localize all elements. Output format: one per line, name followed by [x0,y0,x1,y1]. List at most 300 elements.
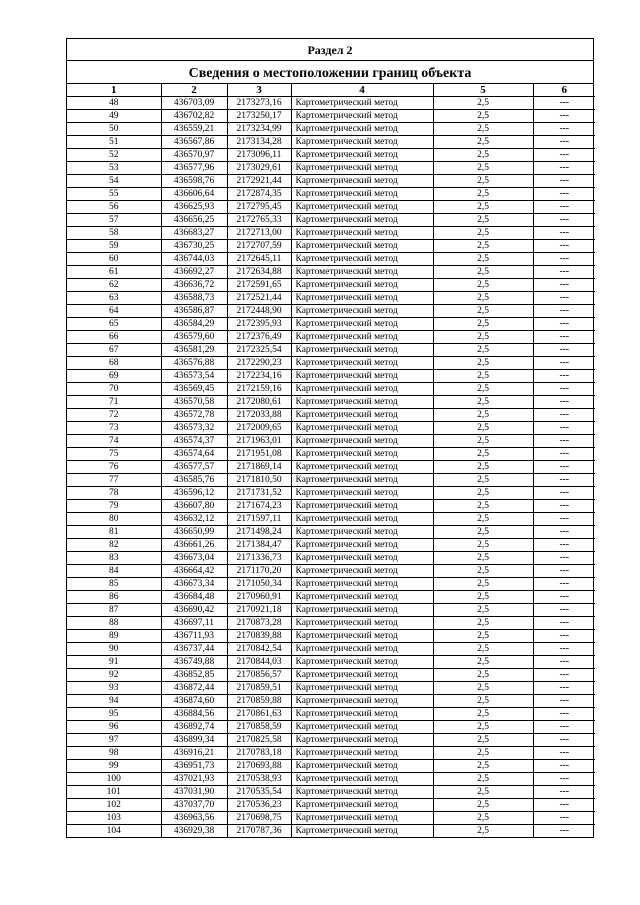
point-number-cell: 66 [67,331,161,344]
method-cell: Картометрический метод [291,734,433,747]
coordinate-x-cell: 436559,21 [161,123,227,136]
coordinate-x-cell: 436576,88 [161,357,227,370]
accuracy-cell: 2,5 [433,253,533,266]
coordinate-y-cell: 2172521,44 [227,292,291,305]
coordinate-y-cell: 2173250,17 [227,110,291,123]
coordinate-y-cell: 2170538,93 [227,773,291,786]
note-cell: --- [533,383,595,396]
accuracy-cell: 2,5 [433,201,533,214]
coordinate-x-cell: 436916,21 [161,747,227,760]
method-cell: Картометрический метод [291,136,433,149]
coordinate-y-cell: 2173273,16 [227,97,291,110]
method-cell: Картометрический метод [291,383,433,396]
table-row [67,162,595,175]
method-cell: Картометрический метод [291,396,433,409]
accuracy-cell: 2,5 [433,175,533,188]
note-cell: --- [533,188,595,201]
note-cell: --- [533,227,595,240]
note-cell: --- [533,604,595,617]
coordinate-y-cell: 2171963,01 [227,435,291,448]
coordinate-x-cell: 436573,54 [161,370,227,383]
accuracy-cell: 2,5 [433,591,533,604]
note-cell: --- [533,513,595,526]
table-row [67,643,595,656]
method-cell: Картометрический метод [291,175,433,188]
column-header: 2 [161,84,227,97]
method-cell: Картометрический метод [291,708,433,721]
note-cell: --- [533,591,595,604]
coordinate-y-cell: 2171050,34 [227,578,291,591]
point-number-cell: 56 [67,201,161,214]
accuracy-cell: 2,5 [433,409,533,422]
method-cell: Картометрический метод [291,162,433,175]
note-cell: --- [533,331,595,344]
method-cell: Картометрический метод [291,305,433,318]
coordinate-x-cell: 436570,97 [161,149,227,162]
note-cell: --- [533,721,595,734]
point-number-cell: 54 [67,175,161,188]
accuracy-cell: 2,5 [433,539,533,552]
accuracy-cell: 2,5 [433,461,533,474]
method-cell: Картометрический метод [291,461,433,474]
table-row [67,604,595,617]
table-row [67,253,595,266]
note-cell: --- [533,760,595,773]
coordinate-y-cell: 2171869,14 [227,461,291,474]
point-number-cell: 98 [67,747,161,760]
table-row [67,344,595,357]
coordinate-x-cell: 436625,93 [161,201,227,214]
table-row [67,487,595,500]
accuracy-cell: 2,5 [433,292,533,305]
accuracy-cell: 2,5 [433,565,533,578]
accuracy-cell: 2,5 [433,422,533,435]
point-number-cell: 77 [67,474,161,487]
column-header-row [67,84,595,97]
coordinate-x-cell: 436567,86 [161,136,227,149]
coordinate-x-cell: 436852,85 [161,669,227,682]
coordinate-x-cell: 436573,32 [161,422,227,435]
accuracy-cell: 2,5 [433,825,533,838]
method-cell: Картометрический метод [291,188,433,201]
table-row [67,799,595,812]
point-number-cell: 100 [67,773,161,786]
accuracy-cell: 2,5 [433,747,533,760]
accuracy-cell: 2,5 [433,578,533,591]
column-header: 5 [433,84,533,97]
coordinate-y-cell: 2170693,88 [227,760,291,773]
coordinate-x-cell: 436874,60 [161,695,227,708]
point-number-cell: 52 [67,149,161,162]
coordinate-y-cell: 2170859,51 [227,682,291,695]
table-row [67,123,595,136]
coordinate-x-cell: 436574,64 [161,448,227,461]
table-row [67,630,595,643]
point-number-cell: 80 [67,513,161,526]
accuracy-cell: 2,5 [433,448,533,461]
coordinate-x-cell: 437037,70 [161,799,227,812]
coordinate-y-cell: 2172376,49 [227,331,291,344]
accuracy-cell: 2,5 [433,643,533,656]
table-row [67,513,595,526]
boundary-coordinates-table [67,84,595,837]
coordinate-y-cell: 2173096,11 [227,149,291,162]
table-body [67,97,595,838]
coordinate-x-cell: 436574,37 [161,435,227,448]
coordinate-x-cell: 436951,73 [161,760,227,773]
method-cell: Картометрический метод [291,656,433,669]
method-cell: Картометрический метод [291,604,433,617]
note-cell: --- [533,812,595,825]
coordinate-x-cell: 436872,44 [161,682,227,695]
coordinate-x-cell: 436650,99 [161,526,227,539]
table-row [67,370,595,383]
column-header: 4 [291,84,433,97]
point-number-cell: 95 [67,708,161,721]
table-row [67,591,595,604]
table-row [67,305,595,318]
table-row [67,318,595,331]
coordinate-x-cell: 436664,42 [161,565,227,578]
method-cell: Картометрический метод [291,812,433,825]
coordinate-x-cell: 436607,80 [161,500,227,513]
table-row [67,396,595,409]
table-row [67,721,595,734]
point-number-cell: 73 [67,422,161,435]
coordinate-y-cell: 2171731,52 [227,487,291,500]
coordinate-y-cell: 2172448,90 [227,305,291,318]
accuracy-cell: 2,5 [433,604,533,617]
accuracy-cell: 2,5 [433,266,533,279]
method-cell: Картометрический метод [291,370,433,383]
coordinate-x-cell: 436577,57 [161,461,227,474]
table-row [67,266,595,279]
coordinate-x-cell: 436569,45 [161,383,227,396]
note-cell: --- [533,305,595,318]
coordinate-y-cell: 2170844,03 [227,656,291,669]
coordinate-x-cell: 437031,90 [161,786,227,799]
accuracy-cell: 2,5 [433,812,533,825]
accuracy-cell: 2,5 [433,513,533,526]
table-row [67,357,595,370]
point-number-cell: 69 [67,370,161,383]
coordinate-y-cell: 2170861,63 [227,708,291,721]
coordinate-x-cell: 436730,25 [161,240,227,253]
point-number-cell: 102 [67,799,161,812]
note-cell: --- [533,318,595,331]
accuracy-cell: 2,5 [433,552,533,565]
point-number-cell: 71 [67,396,161,409]
accuracy-cell: 2,5 [433,669,533,682]
accuracy-cell: 2,5 [433,318,533,331]
coordinate-x-cell: 436737,44 [161,643,227,656]
note-cell: --- [533,136,595,149]
method-cell: Картометрический метод [291,500,433,513]
note-cell: --- [533,474,595,487]
note-cell: --- [533,630,595,643]
coordinate-y-cell: 2172713,00 [227,227,291,240]
point-number-cell: 79 [67,500,161,513]
method-cell: Картометрический метод [291,422,433,435]
table-row [67,435,595,448]
method-cell: Картометрический метод [291,565,433,578]
coordinate-x-cell: 436683,27 [161,227,227,240]
accuracy-cell: 2,5 [433,760,533,773]
method-cell: Картометрический метод [291,578,433,591]
method-cell: Картометрический метод [291,227,433,240]
note-cell: --- [533,448,595,461]
coordinate-y-cell: 2172234,16 [227,370,291,383]
point-number-cell: 75 [67,448,161,461]
accuracy-cell: 2,5 [433,786,533,799]
table-row [67,656,595,669]
note-cell: --- [533,682,595,695]
coordinate-y-cell: 2170783,18 [227,747,291,760]
coordinate-x-cell: 436690,42 [161,604,227,617]
note-cell: --- [533,266,595,279]
accuracy-cell: 2,5 [433,708,533,721]
table-row [67,227,595,240]
method-cell: Картометрический метод [291,110,433,123]
accuracy-cell: 2,5 [433,500,533,513]
method-cell: Картометрический метод [291,331,433,344]
note-cell: --- [533,162,595,175]
accuracy-cell: 2,5 [433,110,533,123]
coordinate-x-cell: 436586,87 [161,305,227,318]
table-row [67,682,595,695]
note-cell: --- [533,149,595,162]
method-cell: Картометрический метод [291,747,433,760]
note-cell: --- [533,97,595,110]
point-number-cell: 49 [67,110,161,123]
table-row [67,110,595,123]
accuracy-cell: 2,5 [433,357,533,370]
point-number-cell: 91 [67,656,161,669]
table-row [67,175,595,188]
method-cell: Картометрический метод [291,487,433,500]
method-cell: Картометрический метод [291,279,433,292]
table-row [67,214,595,227]
coordinate-y-cell: 2173234,99 [227,123,291,136]
table-row [67,500,595,513]
note-cell: --- [533,396,595,409]
method-cell: Картометрический метод [291,721,433,734]
coordinate-y-cell: 2170535,54 [227,786,291,799]
table-row [67,331,595,344]
note-cell: --- [533,240,595,253]
coordinate-x-cell: 436892,74 [161,721,227,734]
note-cell: --- [533,422,595,435]
note-cell: --- [533,409,595,422]
point-number-cell: 87 [67,604,161,617]
point-number-cell: 70 [67,383,161,396]
method-cell: Картометрический метод [291,760,433,773]
note-cell: --- [533,344,595,357]
method-cell: Картометрический метод [291,786,433,799]
note-cell: --- [533,214,595,227]
note-cell: --- [533,773,595,786]
coordinate-x-cell: 436692,27 [161,266,227,279]
note-cell: --- [533,552,595,565]
coordinate-y-cell: 2172921,44 [227,175,291,188]
coordinate-x-cell: 436684,48 [161,591,227,604]
point-number-cell: 93 [67,682,161,695]
coordinate-x-cell: 436703,09 [161,97,227,110]
table-row [67,539,595,552]
note-cell: --- [533,253,595,266]
coordinate-y-cell: 2171170,20 [227,565,291,578]
point-number-cell: 101 [67,786,161,799]
table-row [67,474,595,487]
point-number-cell: 60 [67,253,161,266]
accuracy-cell: 2,5 [433,97,533,110]
point-number-cell: 55 [67,188,161,201]
accuracy-cell: 2,5 [433,383,533,396]
coordinate-y-cell: 2170825,58 [227,734,291,747]
method-cell: Картометрический метод [291,552,433,565]
column-header: 6 [533,84,595,97]
point-number-cell: 72 [67,409,161,422]
note-cell: --- [533,110,595,123]
coordinate-y-cell: 2170698,75 [227,812,291,825]
table-row [67,149,595,162]
coordinate-y-cell: 2170536,23 [227,799,291,812]
coordinate-y-cell: 2170856,57 [227,669,291,682]
note-cell: --- [533,487,595,500]
coordinate-y-cell: 2172591,65 [227,279,291,292]
point-number-cell: 99 [67,760,161,773]
coordinate-y-cell: 2170858,59 [227,721,291,734]
column-header: 3 [227,84,291,97]
note-cell: --- [533,461,595,474]
coordinate-y-cell: 2172290,23 [227,357,291,370]
table-row [67,786,595,799]
table-heading: Сведения о местоположении границ объекта [67,61,593,84]
table-row [67,409,595,422]
table-row [67,526,595,539]
table-row [67,97,595,110]
point-number-cell: 74 [67,435,161,448]
point-number-cell: 62 [67,279,161,292]
table-row [67,825,595,838]
coordinate-y-cell: 2172395,93 [227,318,291,331]
point-number-cell: 78 [67,487,161,500]
method-cell: Картометрический метод [291,799,433,812]
method-cell: Картометрический метод [291,474,433,487]
note-cell: --- [533,825,595,838]
table-row [67,617,595,630]
coordinate-y-cell: 2171951,08 [227,448,291,461]
table-row [67,422,595,435]
note-cell: --- [533,669,595,682]
coordinate-y-cell: 2171674,23 [227,500,291,513]
method-cell: Картометрический метод [291,318,433,331]
accuracy-cell: 2,5 [433,656,533,669]
method-cell: Картометрический метод [291,409,433,422]
table-row [67,708,595,721]
coordinate-x-cell: 436661,26 [161,539,227,552]
coordinate-x-cell: 436632,12 [161,513,227,526]
coordinate-y-cell: 2172874,35 [227,188,291,201]
note-cell: --- [533,643,595,656]
note-cell: --- [533,201,595,214]
coordinate-x-cell: 436929,38 [161,825,227,838]
table-row [67,552,595,565]
accuracy-cell: 2,5 [433,136,533,149]
coordinate-x-cell: 437021,93 [161,773,227,786]
document-sheet [66,38,594,838]
coordinate-y-cell: 2172765,33 [227,214,291,227]
coordinate-y-cell: 2172795,45 [227,201,291,214]
coordinate-y-cell: 2171336,73 [227,552,291,565]
accuracy-cell: 2,5 [433,617,533,630]
accuracy-cell: 2,5 [433,123,533,136]
table-row [67,188,595,201]
point-number-cell: 53 [67,162,161,175]
note-cell: --- [533,292,595,305]
coordinate-x-cell: 436606,64 [161,188,227,201]
table-row [67,565,595,578]
coordinate-y-cell: 2172325,54 [227,344,291,357]
accuracy-cell: 2,5 [433,240,533,253]
method-cell: Картометрический метод [291,123,433,136]
coordinate-x-cell: 436744,03 [161,253,227,266]
coordinate-x-cell: 436702,82 [161,110,227,123]
note-cell: --- [533,526,595,539]
method-cell: Картометрический метод [291,669,433,682]
method-cell: Картометрический метод [291,344,433,357]
coordinate-x-cell: 436673,04 [161,552,227,565]
table-row [67,279,595,292]
coordinate-x-cell: 436884,56 [161,708,227,721]
point-number-cell: 97 [67,734,161,747]
method-cell: Картометрический метод [291,539,433,552]
coordinate-y-cell: 2172009,65 [227,422,291,435]
point-number-cell: 82 [67,539,161,552]
method-cell: Картометрический метод [291,266,433,279]
accuracy-cell: 2,5 [433,227,533,240]
point-number-cell: 58 [67,227,161,240]
point-number-cell: 51 [67,136,161,149]
method-cell: Картометрический метод [291,435,433,448]
note-cell: --- [533,370,595,383]
method-cell: Картометрический метод [291,617,433,630]
coordinate-x-cell: 436598,76 [161,175,227,188]
coordinate-x-cell: 436636,72 [161,279,227,292]
table-row [67,669,595,682]
method-cell: Картометрический метод [291,253,433,266]
coordinate-x-cell: 436579,60 [161,331,227,344]
coordinate-y-cell: 2172707,59 [227,240,291,253]
table-row [67,201,595,214]
note-cell: --- [533,175,595,188]
method-cell: Картометрический метод [291,630,433,643]
coordinate-y-cell: 2172645,11 [227,253,291,266]
accuracy-cell: 2,5 [433,214,533,227]
accuracy-cell: 2,5 [433,162,533,175]
coordinate-x-cell: 436581,29 [161,344,227,357]
coordinate-y-cell: 2173134,28 [227,136,291,149]
coordinate-x-cell: 436596,12 [161,487,227,500]
coordinate-y-cell: 2170859,88 [227,695,291,708]
point-number-cell: 67 [67,344,161,357]
method-cell: Картометрический метод [291,357,433,370]
table-row [67,461,595,474]
note-cell: --- [533,123,595,136]
coordinate-y-cell: 2170839,88 [227,630,291,643]
note-cell: --- [533,357,595,370]
note-cell: --- [533,500,595,513]
